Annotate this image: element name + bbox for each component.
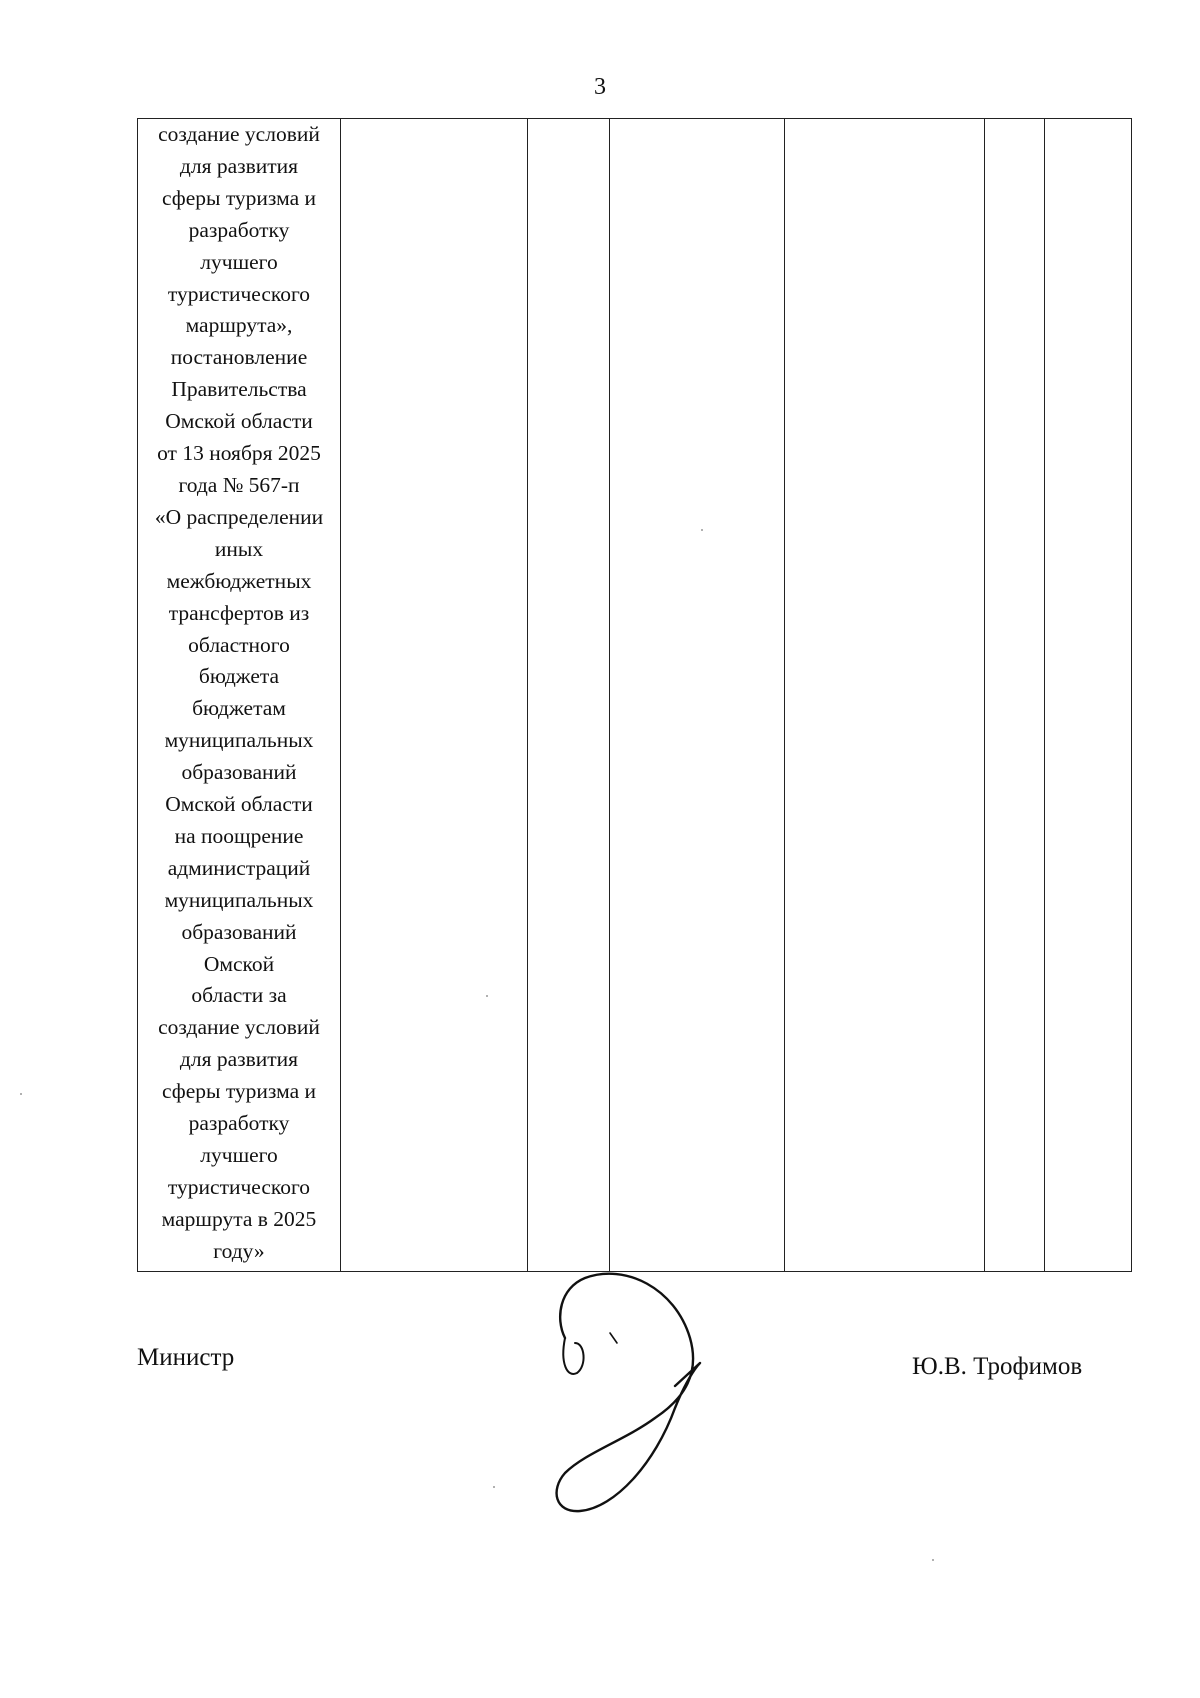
text-line: разработку xyxy=(188,1111,290,1136)
scan-speck xyxy=(20,1093,22,1095)
table-cell-empty xyxy=(610,119,785,1272)
table-cell-empty xyxy=(341,119,528,1272)
scan-speck xyxy=(701,529,703,531)
page-number: 3 xyxy=(594,74,606,100)
text-line: на поощрение xyxy=(174,823,304,848)
scan-speck xyxy=(493,1486,495,1488)
text-line: муниципальных xyxy=(164,887,314,912)
text-line: образований xyxy=(181,760,297,785)
signature-tick xyxy=(610,1333,617,1343)
text-line: трансфертов из xyxy=(168,600,310,625)
document-table xyxy=(137,118,1132,1272)
description-text xyxy=(138,119,340,1268)
text-line: году» xyxy=(213,1238,265,1263)
text-line: иных xyxy=(214,536,264,561)
text-line: бюджетам xyxy=(192,696,286,721)
text-line: областного xyxy=(188,632,290,657)
text-line: Омской xyxy=(203,951,275,976)
text-line: от 13 ноября 2025 xyxy=(157,441,321,466)
text-line: создание условий xyxy=(158,122,320,146)
text-line: туристического xyxy=(167,1174,311,1199)
scan-speck xyxy=(486,995,488,997)
table-cell-empty xyxy=(785,119,985,1272)
text-line: администраций xyxy=(167,855,311,880)
text-line: создание условий xyxy=(158,1015,320,1040)
signer-name: Ю.В. Трофимов xyxy=(912,1353,1083,1380)
text-line: разработку xyxy=(188,217,290,242)
text-line: сферы туризма и xyxy=(161,185,317,210)
text-line: Правительства xyxy=(171,377,307,402)
table-cell-empty xyxy=(985,119,1045,1272)
text-line: для развития xyxy=(179,1047,299,1072)
text-line: для развития xyxy=(179,153,299,178)
text-line: постановление xyxy=(170,345,308,370)
table-cell-empty xyxy=(1045,119,1132,1272)
text-line: бюджета xyxy=(198,664,280,689)
handwritten-signature xyxy=(545,1268,715,1518)
text-line: межбюджетных xyxy=(166,568,312,593)
text-line: Омской области xyxy=(165,792,313,817)
text-line: маршрута в 2025 xyxy=(161,1206,317,1231)
table-cell-description xyxy=(138,119,341,1272)
scan-speck xyxy=(932,1559,934,1561)
text-line: года № 567-п xyxy=(178,472,300,497)
signature-stroke xyxy=(557,1274,700,1511)
text-line: муниципальных xyxy=(164,728,314,753)
signature-hook xyxy=(563,1338,583,1374)
text-line: лучшего xyxy=(200,249,278,274)
table-cell-empty xyxy=(528,119,610,1272)
text-line: маршрута», xyxy=(185,313,293,338)
table-row xyxy=(138,119,1132,1272)
text-line: лучшего xyxy=(200,1143,278,1167)
text-line: Омской области xyxy=(165,409,313,434)
text-line: «О распределении xyxy=(154,504,324,529)
text-line: туристического xyxy=(167,281,311,306)
text-line: области за xyxy=(191,983,287,1008)
minister-label: Министр xyxy=(137,1344,235,1371)
text-line: образований xyxy=(181,919,297,944)
text-line: сферы туризма и xyxy=(161,1079,317,1104)
